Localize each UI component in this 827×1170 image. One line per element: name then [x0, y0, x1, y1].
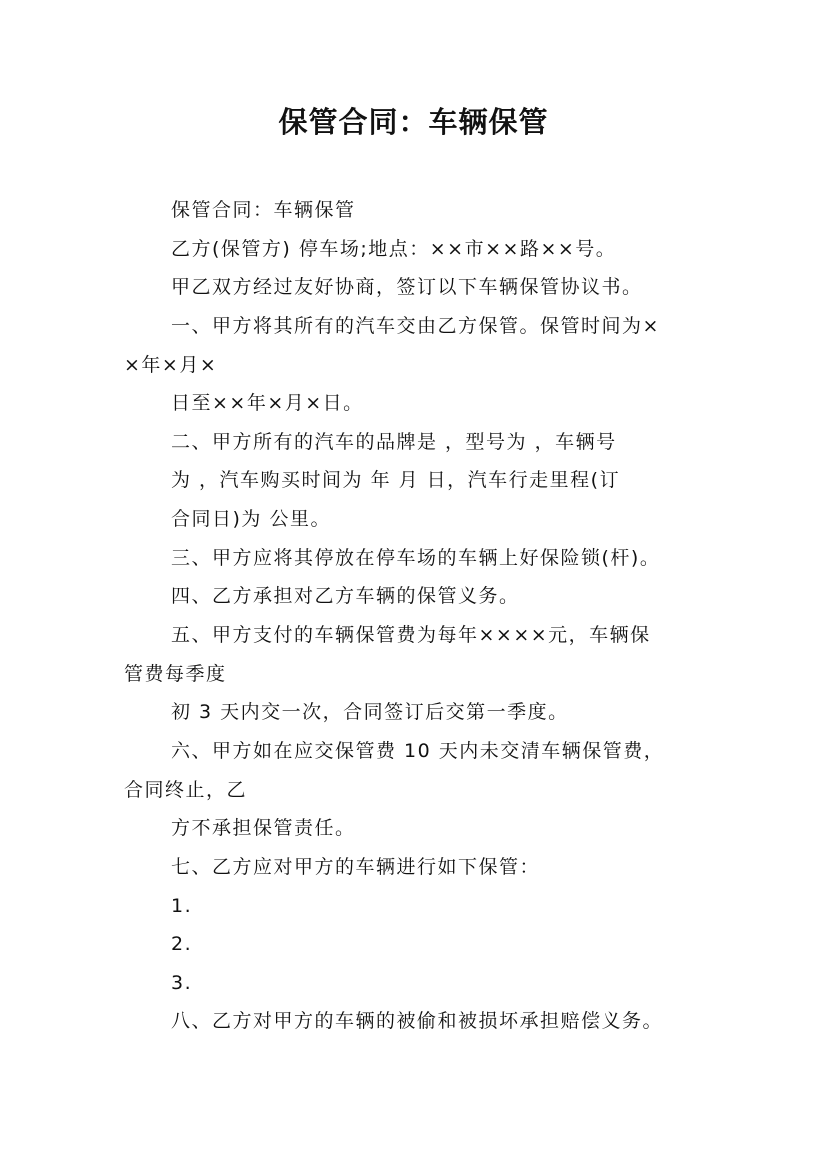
paragraph-line: 为 ，汽车购买时间为 年 月 日，汽车行走里程(订 [171, 469, 621, 492]
paragraph-line: 一、甲方将其所有的汽车交由乙方保管。保管时间为× [171, 314, 660, 337]
document-title: 保管合同：车辆保管 [278, 105, 549, 139]
paragraph-line: 五、甲方支付的车辆保管费为每年××××元，车辆保 [171, 624, 651, 647]
paragraph-line: 初 3 天内交一次，合同签订后交第一季度。 [171, 701, 569, 724]
paragraph-line: 乙方(保管方) 停车场;地点：××市××路××号。 [171, 237, 617, 260]
paragraph-line: 八、乙方对甲方的车辆的被偷和被损坏承担赔偿义务。 [171, 1010, 664, 1033]
paragraph-line: 合同终止，乙 [124, 778, 248, 801]
paragraph-line: 3. [171, 971, 193, 994]
paragraph-line: 四、乙方承担对乙方车辆的保管义务。 [171, 585, 520, 608]
paragraph-line: 合同日)为 公里。 [171, 508, 331, 531]
paragraph-line: ×年×月× [124, 353, 218, 376]
paragraph-line: 三、甲方应将其停放在停车场的车辆上好保险锁(杆)。 [171, 546, 661, 569]
paragraph-line: 1. [171, 894, 193, 917]
paragraph-line: 二、甲方所有的汽车的品牌是 ，型号为 ，车辆号 [171, 430, 617, 453]
paragraph-line: 六、甲方如在应交保管费 10 天内未交清车辆保管费， [171, 739, 665, 762]
paragraph-line: 保管合同：车辆保管 [171, 199, 356, 221]
paragraph-line: 七、乙方应对甲方的车辆进行如下保管： [171, 855, 541, 878]
paragraph-line: 甲乙双方经过友好协商，签订以下车辆保管协议书。 [171, 276, 643, 299]
paragraph-line: 日至××年×月×日。 [171, 392, 364, 415]
paragraph-line: 方不承担保管责任。 [171, 817, 356, 840]
paragraph-line: 2. [171, 933, 193, 956]
paragraph-line: 管费每季度 [124, 662, 227, 685]
document-body [124, 191, 724, 1041]
